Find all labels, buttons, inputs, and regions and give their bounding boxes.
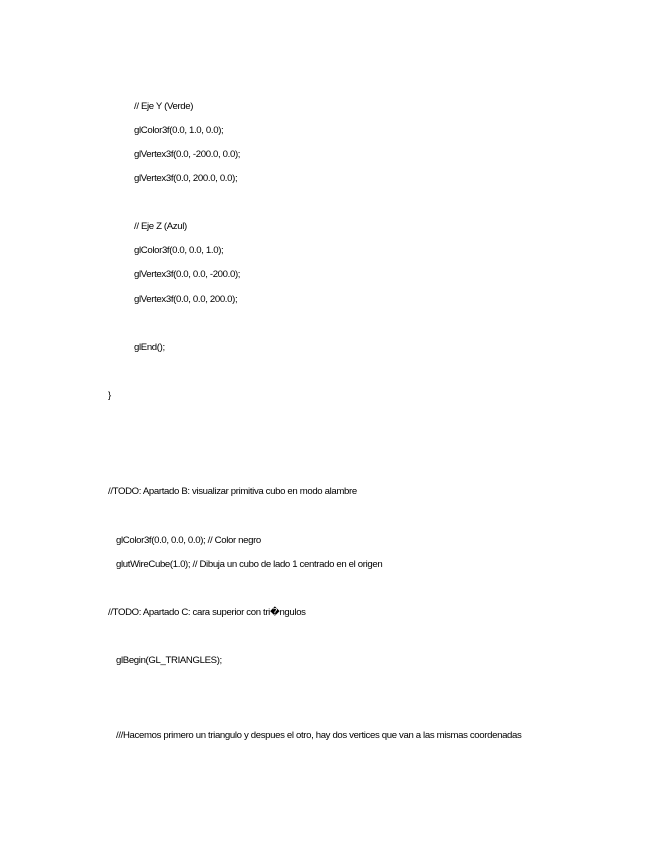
code-line-glbegin-triangles: glBegin(GL_TRIANGLES); — [116, 655, 222, 666]
code-line-color-blue: glColor3f(0.0, 0.0, 1.0); — [134, 245, 224, 256]
code-line-vertex-z-pos: glVertex3f(0.0, 0.0, 200.0); — [134, 294, 238, 305]
code-comment-eje-z: // Eje Z (Azul) — [134, 221, 187, 232]
code-line-wire-cube: glutWireCube(1.0); // Dibuja un cubo de lado 1 centrado en el origen — [116, 559, 383, 570]
code-line-vertex-y-pos: glVertex3f(0.0, 200.0, 0.0); — [134, 173, 238, 184]
code-comment-apartado-b: //TODO: Apartado B: visualizar primitiva cubo en modo alambre — [108, 486, 357, 497]
code-line-vertex-y-neg: glVertex3f(0.0, -200.0, 0.0); — [134, 149, 241, 160]
code-comment-eje-y: // Eje Y (Verde) — [134, 101, 194, 112]
code-line-color-black: glColor3f(0.0, 0.0, 0.0); // Color negro — [116, 535, 261, 546]
code-comment-triangulos: ///Hacemos primero un triangulo y despues el otro, hay dos vertices que van a las mismas coordenadas — [116, 730, 522, 741]
code-line-color-green: glColor3f(0.0, 1.0, 0.0); — [134, 125, 224, 136]
code-comment-apartado-c: //TODO: Apartado C: cara superior con tri�ngulos — [108, 607, 306, 618]
code-line-glend: glEnd(); — [134, 342, 165, 353]
code-closing-brace: } — [108, 390, 111, 401]
code-line-vertex-z-neg: glVertex3f(0.0, 0.0, -200.0); — [134, 269, 241, 280]
